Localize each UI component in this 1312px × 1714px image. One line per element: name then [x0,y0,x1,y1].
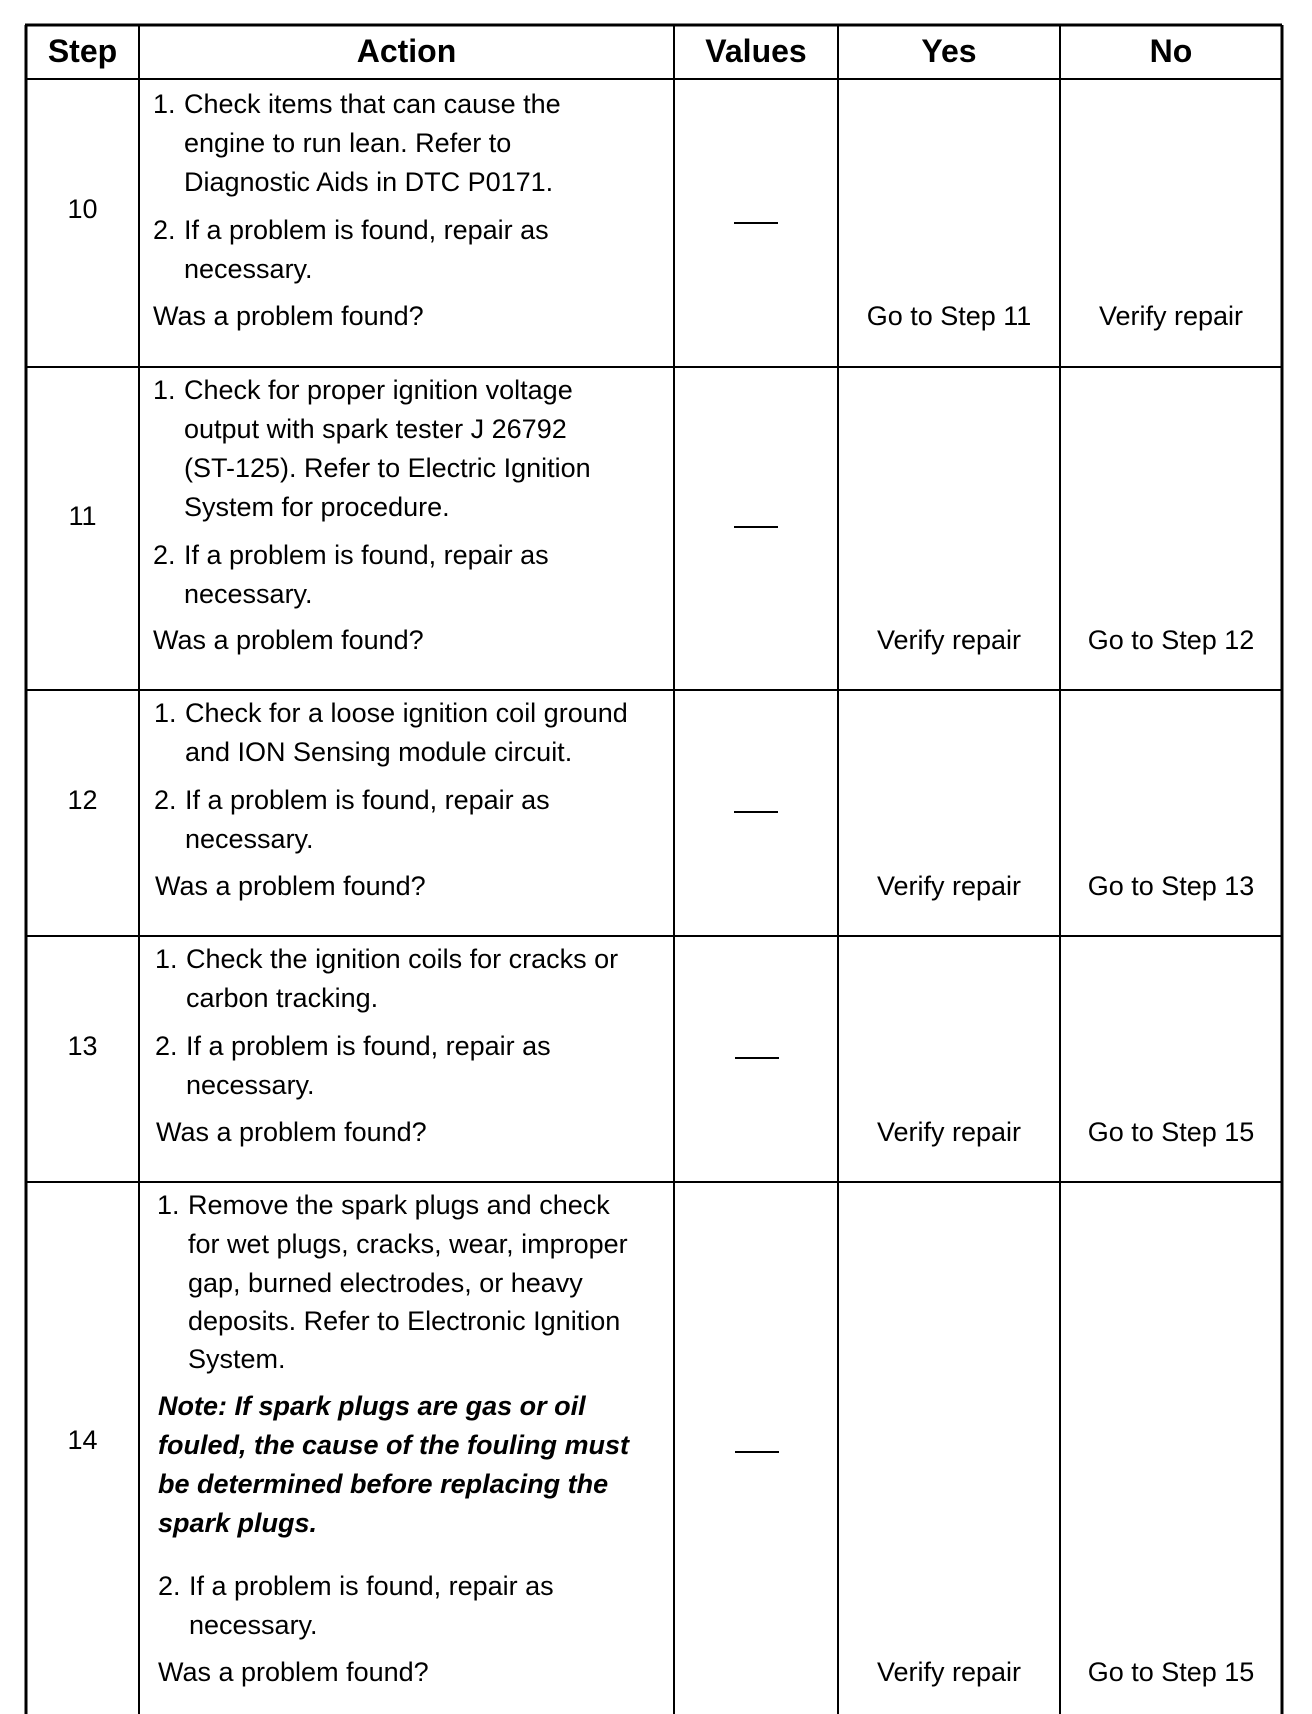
yes-result: Verify repair [876,1657,1022,1687]
action-line: necessary. [189,1610,318,1640]
action-line: Diagnostic Aids in DTC P0171. [184,167,554,197]
question: Was a problem found? [156,1117,427,1147]
action-line: necessary. [186,1070,315,1100]
action-line: engine to run lean. Refer to [184,128,512,158]
note-line: spark plugs. [158,1508,318,1538]
header-action: Action [356,33,457,69]
step-number: 12 [67,785,98,815]
action-line: Check items that can cause the [184,89,561,119]
action-line: If a problem is found, repair as [186,1031,551,1061]
action-line: gap, burned electrodes, or heavy [188,1268,583,1298]
yes-result: Go to Step 11 [866,301,1032,331]
value-text [734,507,761,538]
note-line: Note: If spark plugs are gas or oil [158,1391,586,1421]
question: Was a problem found? [155,871,426,901]
item-number: 2. [153,215,176,245]
header-values: Values [705,33,807,69]
action-line: Check for proper ignition voltage [184,375,573,405]
item-number: 2. [154,785,177,815]
header-step: Step [47,33,118,69]
item-number: 2. [153,540,176,570]
step-number: 13 [67,1031,98,1061]
question: Was a problem found? [153,301,424,331]
item-number: 1. [154,698,177,728]
question: Was a problem found? [158,1657,429,1687]
step-number: 14 [67,1425,98,1455]
no-result: Go to Step 12 [1087,625,1255,655]
action-line: System for procedure. [184,492,450,522]
no-result: Verify repair [1098,301,1244,331]
action-line: System. [188,1344,286,1374]
value-text [734,792,761,823]
no-result: Go to Step 15 [1087,1117,1255,1147]
action-line: output with spark tester J 26792 [184,414,567,444]
action-line: necessary. [184,579,313,609]
item-number: 2. [155,1031,178,1061]
action-line: If a problem is found, repair as [184,540,549,570]
action-line: necessary. [185,824,314,854]
question: Was a problem found? [153,625,424,655]
yes-result: Verify repair [876,871,1022,901]
item-number: 1. [153,375,176,405]
no-result: Go to Step 13 [1087,871,1255,901]
item-number: 1. [153,89,176,119]
yes-result: Verify repair [876,625,1022,655]
item-number: 1. [157,1190,180,1220]
action-line: and ION Sensing module circuit. [185,737,573,767]
action-line: If a problem is found, repair as [185,785,550,815]
action-line: necessary. [184,254,313,284]
value-text [734,203,761,234]
item-number: 2. [158,1571,181,1601]
action-line: If a problem is found, repair as [184,215,549,245]
note-line: be determined before replacing the [158,1469,609,1499]
action-line: Remove the spark plugs and check [188,1190,610,1220]
step-number: 10 [67,194,98,224]
value-text [735,1432,762,1463]
action-line: for wet plugs, cracks, wear, improper [188,1229,628,1259]
action-line: Check the ignition coils for cracks or [186,944,619,974]
action-line: (ST-125). Refer to Electric Ignition [184,453,591,483]
yes-result: Verify repair [876,1117,1022,1147]
note-line: fouled, the cause of the fouling must [158,1430,630,1460]
action-line: Check for a loose ignition coil ground [185,698,628,728]
step-number: 11 [68,501,97,531]
action-line: carbon tracking. [186,983,379,1013]
value-text [735,1038,762,1069]
action-line: If a problem is found, repair as [189,1571,554,1601]
action-line: deposits. Refer to Electronic Ignition [188,1306,621,1336]
no-result: Go to Step 15 [1087,1657,1255,1687]
header-no: No [1149,33,1193,69]
item-number: 1. [155,944,178,974]
header-yes: Yes [921,33,977,69]
